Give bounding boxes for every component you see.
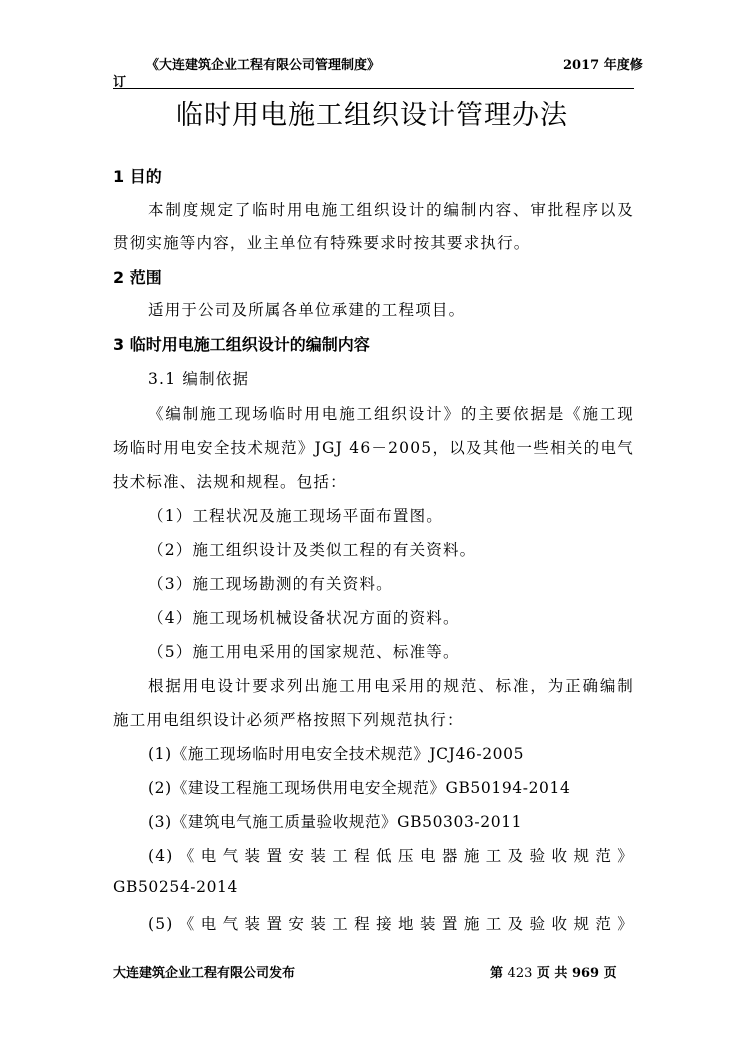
- standard-item: (3)《建筑电气施工质量验收规范》GB50303-2011: [148, 813, 523, 831]
- list-item: （1）工程状况及施工现场平面布置图。: [148, 507, 443, 525]
- header-left: 《大连建筑企业工程有限公司管理制度》: [146, 58, 381, 73]
- footer-page-prefix: 第: [490, 966, 504, 981]
- header-rule: [113, 88, 634, 89]
- header-right: 2017 年度修: [563, 58, 643, 73]
- list-item: （2）施工组织设计及类似工程的有关资料。: [148, 541, 477, 559]
- subsection-3-1-heading: 3.1 编制依据: [148, 370, 250, 388]
- section-3-heading: 3 临时用电施工组织设计的编制内容: [113, 335, 370, 354]
- section-1-para-line-2: 贯彻实施等内容，业主单位有特殊要求时按其要求执行。: [113, 234, 531, 252]
- footer-page-mid: 页 共: [536, 966, 568, 981]
- subsection-3-1-para-line-1: 《编制施工现场临时用电施工组织设计》的主要依据是《施工现: [148, 405, 634, 423]
- section-1-para-line-1: 本制度规定了临时用电施工组织设计的编制内容、审批程序以及: [148, 201, 634, 219]
- footer-page-current: 423: [507, 966, 533, 981]
- standards-intro-line-1: 根据用电设计要求列出施工用电采用的规范、标准，为正确编制: [148, 677, 634, 695]
- section-1-heading: 1 目的: [113, 167, 162, 186]
- page-title: 临时用电施工组织设计管理办法: [176, 100, 568, 131]
- standard-item: (2)《建设工程施工现场供用电安全规范》GB50194-2014: [148, 779, 571, 797]
- subsection-3-1-para-line-2: 场临时用电安全技术规范》JGJ 46－2005，以及其他一些相关的电气: [113, 439, 634, 457]
- footer-publisher: 大连建筑企业工程有限公司发布: [113, 966, 296, 981]
- list-item: （3）施工现场勘测的有关资料。: [148, 575, 393, 593]
- standard-item: (1)《施工现场临时用电安全技术规范》JCJ46-2005: [148, 745, 525, 763]
- footer-page-total: 969: [571, 966, 600, 981]
- section-2-heading: 2 范围: [113, 268, 162, 287]
- list-item: （4）施工现场机械设备状况方面的资料。: [148, 609, 460, 627]
- section-2-para: 适用于公司及所属各单位承建的工程项目。: [148, 301, 466, 319]
- standard-item: (4)《电气装置安装工程低压电器施工及验收规范》: [148, 847, 634, 865]
- standard-item: (5)《电气装置安装工程接地装置施工及验收规范》: [148, 915, 634, 933]
- header-wrap: 订: [113, 75, 127, 90]
- subsection-3-1-para-line-3: 技术标准、法规和规程。包括：: [113, 473, 347, 491]
- standards-intro-line-2: 施工用电组织设计必须严格按照下列规范执行：: [113, 711, 464, 729]
- list-item: （5）施工用电采用的国家规范、标准等。: [148, 643, 460, 661]
- standard-item-continued: GB50254-2014: [113, 878, 238, 896]
- footer-page-number: [490, 962, 617, 981]
- footer-page-suffix: 页: [603, 966, 617, 981]
